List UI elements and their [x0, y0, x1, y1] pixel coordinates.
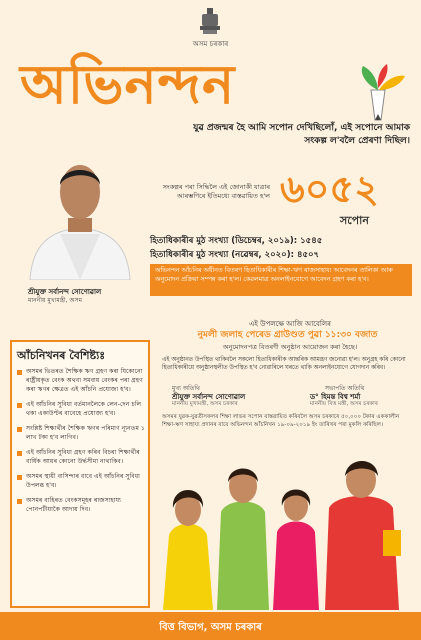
- invite-text: এই অনুষ্ঠানত উপস্থিত থাকিবলৈ সকলো হিতাধিকাৰীক আন্তৰিক আমন্ত্ৰণ জনোৱা হ'ল। অনুগ্ৰহ কৰি কোনো হিতাধিকাৰীয়ে অনুষ্ঠানস্থলীত উপস্থিত হ'ব নোৱাৰিলে ঘৰতে থাকি অনলাইনযোগে যোগদান কৰিব।: [162, 357, 406, 372]
- footer-text: বিত্ত বিভাগ, অসম চৰকাৰ: [159, 622, 262, 633]
- dream-text: সংকল্পৰ পৰা সিদ্ধিলৈ এই জোনাকী যাত্ৰাৰ আৰম্ভণিৰে ইতিমধ্যে বাস্তৱায়িত হ'ল: [162, 183, 270, 200]
- features-box: [10, 340, 150, 608]
- notice-box: অভিনন্দন আঁচনিৰ অধীনত বিতৰণ হিতাধিকাৰীৰ শিক্ষা-ঋণ ৰাজসাহায্য আবেদনৰ তালিকা আৰু অনুমোদন প্ৰক্ৰিয়া সম্পন্ন কৰা হ'ল। কেৱলমাত্ৰ অনলাইনযোগে আবেদন গ্ৰহণ কৰা হ'ব।: [150, 264, 412, 296]
- feature-item: অসমৰ স্থায়ী বাসিন্দাৰ বাবে এই আঁচনিৰ সুবিধা উপলব্ধ হ'ব।: [17, 473, 145, 491]
- scheme-footnote: অসমৰ যুৱক-যুৱতীসকলৰ শিক্ষা লাভৰ সপোন বাস্তৱায়িত কৰিবলৈ অসম চৰকাৰে ৫০,০০০ টকাৰ এককালীন শিক্ষা-ঋণ সাহায্য প্ৰদানৰ বাবে অভিনন্দন আঁচনিখন ১৯-০৯-২০১৯ ইং তাৰিখৰ পৰা মুকলি কৰিছিল।: [162, 414, 400, 428]
- feature-item: এই আঁচনিৰ সুবিধা গ্ৰহণ কৰিব বিচৰা শিক্ষাৰ্থীৰ বাৰ্ষিক আয়ৰ কোনো উৰ্দ্ধসীমা নাথাকিব।: [17, 449, 145, 467]
- beneficiary-stat-2019: হিতাধিকাৰীৰ মুঠ সংখ্যা (ডিচেম্বৰ, ২০১৯): ১৫৪৫: [150, 236, 323, 246]
- tagline: [140, 122, 410, 148]
- headline: অভিনন্দন: [20, 53, 236, 116]
- feature-item: এই আঁচনিৰ সুবিধা বৰ্তমানলৈকে লেন-দেন চলি থকা একাউণ্টৰ বাবেহে প্ৰযোজ্য হ'ব।: [17, 401, 145, 419]
- feature-item: অসমৰ ভিতৰত শৈক্ষিক ঋণ গ্ৰহণ কৰা যিকোনো ৰাষ্ট্ৰীয়কৃত বেংক অথবা সমবায় বেংকৰ পৰা গ্ৰহণ কৰা ঋণৰ ক্ষেত্ৰত এই আঁচনি প্ৰযোজ্য হ'ব।: [17, 368, 145, 395]
- cm-name: শ্ৰীযুক্ত সৰ্বানন্দ সোণোৱাল: [28, 288, 102, 296]
- chief-guest-label: মুখ্য অতিথি: [172, 385, 200, 392]
- beneficiary-stat-2020: হিতাধিকাৰীৰ মুঠ সংখ্যা (নৱেম্বৰ, ২০২০): ৪৫০৭: [150, 250, 320, 260]
- govt-label: অসম চৰকাৰ: [192, 40, 229, 48]
- event-venue: নুমলী জলাহ পেৰেড গ্ৰাউণ্ডত পুৱা ১১:৩০ বজাত: [197, 330, 378, 340]
- feature-item: সংশ্লিষ্ট শিক্ষাৰ্থীৰ শৈক্ষিক ঋণৰ পৰিমাণ ন্যূনতম ১ লাখ টকা হ'ব লাগিব।: [17, 425, 145, 443]
- chief-guest-role: মাননীয় মুখ্যমন্ত্ৰী, অসম চৰকাৰ: [172, 401, 238, 407]
- chief-guest-name: শ্ৰীযুক্ত সৰ্বানন্দ সোণোৱাল: [172, 393, 246, 401]
- tagline-line-1: যুৱ প্ৰজন্মৰ হৈ আমি সপোন দেখিছিলোঁ, এই সপোনে আমাক: [193, 123, 410, 133]
- president-role: মাননীয় বিত্ত মন্ত্ৰী, অসম চৰকাৰ: [310, 401, 378, 407]
- president-label: সভাপতি অতিথি: [325, 385, 365, 392]
- chief-minister-photo: [10, 150, 150, 280]
- pencil-leaf-icon: [355, 62, 410, 122]
- students-illustration: [155, 440, 417, 610]
- dream-unit: সপোন: [340, 214, 369, 227]
- event-intro: এই উপলক্ষে আজি আবেলিৰ: [248, 320, 331, 328]
- cm-title: মাননীয় মুখ্যমন্ত্ৰী, অসম: [28, 297, 82, 304]
- dream-count: ৬০৫২: [280, 167, 379, 211]
- features-title: আঁচনিখনৰ বৈশিষ্ট্যঃ: [17, 349, 106, 362]
- footer-bar: [0, 612, 421, 640]
- president-name: ড° হিমন্ত বিশ্ব শৰ্মা: [310, 393, 361, 401]
- features-list: [17, 368, 145, 521]
- tagline-line-2: সংকল্প ল'বলৈ প্ৰেৰণা দিছিল।: [304, 136, 410, 147]
- ashoka-emblem-icon: [197, 6, 223, 36]
- event-program: অনুমোদনপত্ৰ বিতৰণী অনুষ্ঠান আয়োজন কৰা হৈছে।: [222, 343, 358, 351]
- feature-item: অসমৰ বাহিৰত বেংকসমূহৰ ৰাজসাহায্য পোনপটীয়াকৈ আদায় দিব।: [17, 497, 145, 515]
